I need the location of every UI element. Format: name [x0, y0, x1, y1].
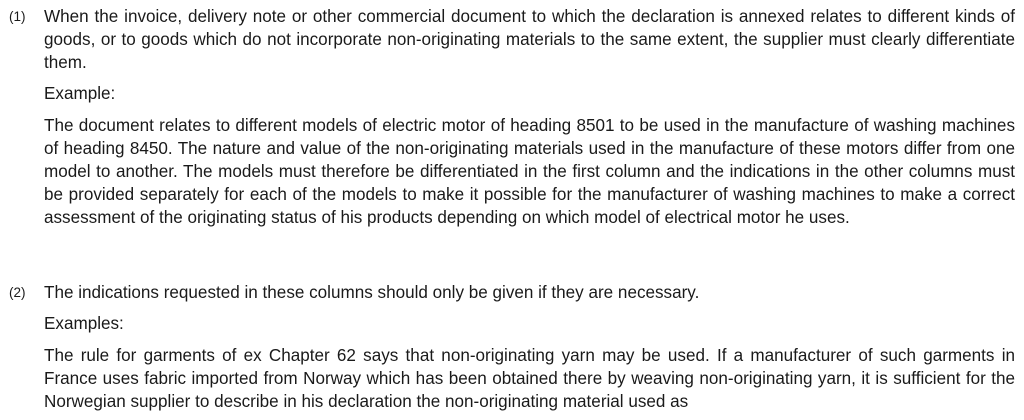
note-body: [44, 5, 1015, 229]
note-2: [0, 281, 1024, 413]
example-label: Examples:: [44, 314, 124, 333]
note-marker: (1): [9, 9, 26, 24]
example-text: The rule for garments of ex Chapter 62 says that non-originating yarn may be used. If a manufacturer of such garments in France uses fabric imported from Norway which has been obtained there by weaving non-originating yarn, it is sufficient for the Norwegian supplier to describe in his declaration the non-originating material used as: [44, 346, 1015, 411]
note-text: When the invoice, delivery note or other commercial document to which the declaration is annexed relates to different kinds of goods, or to goods which do not incorporate non-originating materials to the same extent, the supplier must clearly differentiate them.: [44, 7, 1015, 72]
example-label: Example:: [44, 84, 116, 103]
note-body: [44, 281, 1015, 413]
note-1: [0, 5, 1024, 229]
note-marker: (2): [9, 285, 26, 300]
note-text: The indications requested in these columns should only be given if they are necessary.: [44, 283, 700, 302]
example-text: The document relates to different models of electric motor of heading 8501 to be used in the manufacture of washing machines of heading 8450. The nature and value of the non-originating materials used in the manufacture of these motors differ from one model to another. The models must therefore be differentiated in the first column and the indications in the other columns must be provided separately for each of the models to make it possible for the manufacturer of washing machines to make a correct assessment of the originating status of his products depending on which model of electrical motor he uses.: [44, 116, 1015, 227]
